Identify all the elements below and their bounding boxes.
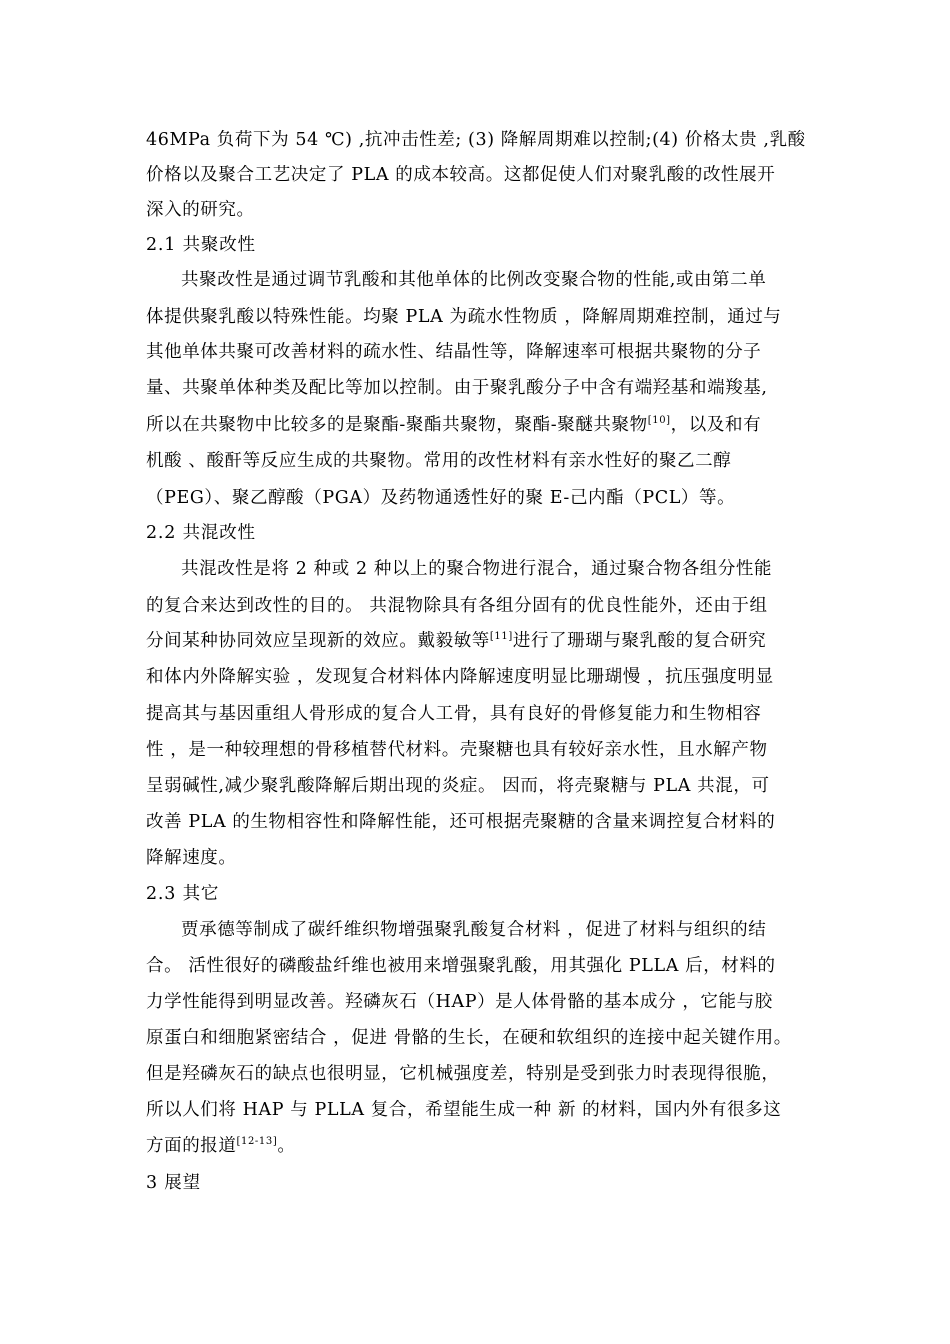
line-text: 进行了珊瑚与聚乳酸的复合研究 [512,631,767,651]
paragraph-line: 共聚改性是通过调节乳酸和其他单体的比例改变聚合物的性能,或由第二单 [181,270,767,290]
paragraph-line: 机酸 、酸酐等反应生成的共聚物。常用的改性材料有亲水性好的聚乙二醇 [146,451,732,471]
paragraph-line [146,629,766,653]
paragraph-line: 原蛋白和细胞紧密结合 ，促进 骨骼的生长，在硬和软组织的连接中起关键作用。 [146,1028,792,1048]
paragraph-line: 合。 活性很好的磷酸盐纤维也被用来增强聚乳酸，用其强化 PLLA 后，材料的 [146,956,776,976]
paragraph-line: 但是羟磷灰石的缺点也很明显，它机械强度差，特别是受到张力时表现得很脆， [146,1064,780,1084]
paragraph-line [146,1134,295,1158]
citation-ref: [11] [489,631,513,643]
line-text: 方面的报道 [146,1136,237,1156]
paragraph-line: 46MPa 负荷下为 54 ℃) ,抗冲击性差; (3) 降解周期难以控制;(4) 价格太贵 ,乳酸 [146,130,806,150]
paragraph-line: 量、共聚单体种类及配比等加以控制。由于聚乳酸分子中含有端羟基和端羧基, [146,378,768,398]
paragraph-line: 力学性能得到明显改善。羟磷灰石（HAP）是人体骨骼的基本成分 ，它能与胶 [146,992,773,1012]
paragraph-line: 深入的研究。 [146,200,255,220]
paragraph-line: 所以人们将 HAP 与 PLLA 复合，希望能生成一种 新 的材料，国内外有很多这 [146,1100,782,1120]
paragraph-line: 体提供聚乳酸以特殊性能。均聚 PLA 为疏水性物质 ，降解周期难控制，通过与 [146,307,782,327]
line-text: 。 [277,1136,296,1156]
section-heading-2-1: 2.1 共聚改性 [146,235,256,255]
paragraph-line: 降解速度。 [146,848,237,868]
paragraph-line: 改善 PLA 的生物相容性和降解性能，还可根据壳聚糖的含量来调控复合材料的 [146,812,776,832]
line-text: 分间某种协同效应呈现新的效应。戴毅敏等 [146,631,490,651]
paragraph-line: 呈弱碱性,减少聚乳酸降解后期出现的炎症。 因而，将壳聚糖与 PLA 共混，可 [146,776,770,796]
paragraph-line: 价格以及聚合工艺决定了 PLA 的成本较高。这都促使人们对聚乳酸的改性展开 [146,165,776,185]
paragraph-line: 贾承德等制成了碳纤维织物增强聚乳酸复合材料 ，促进了材料与组织的结 [181,920,767,940]
citation-ref: [12-13] [236,1136,278,1148]
paragraph-line: 提高其与基因重组人骨形成的复合人工骨，具有良好的骨修复能力和生物相容 [146,704,762,724]
section-heading-2-2: 2.2 共混改性 [146,523,256,543]
section-heading-3: 3 展望 [146,1173,201,1193]
line-text: 所以在共聚物中比较多的是聚酯-聚酯共聚物，聚酯-聚醚共聚物 [146,415,648,435]
paragraph-line: 其他单体共聚可改善材料的疏水性、结晶性等，降解速率可根据共聚物的分子 [146,342,762,362]
citation-ref: [10] [647,415,671,427]
line-text: ，以及和有 [670,415,762,435]
paragraph-line: 的复合来达到改性的目的。 共混物除具有各组分固有的优良性能外，还由于组 [146,596,768,616]
paragraph-line: 和体内外降解实验 ，发现复合材料体内降解速度明显比珊瑚慢 ，抗压强度明显 [146,667,774,687]
paragraph-line: 共混改性是将 2 种或 2 种以上的聚合物进行混合，通过聚合物各组分性能 [181,559,773,579]
paragraph-line [146,413,761,437]
paragraph-line: 性 ，是一种较理想的骨移植替代材料。壳聚糖也具有较好亲水性，且水解产物 [146,740,768,760]
section-heading-2-3: 2.3 其它 [146,884,220,904]
paragraph-line: （PEG）、聚乙醇酸（PGA）及药物通透性好的聚 E-己内酯（PCL）等。 [146,488,736,508]
